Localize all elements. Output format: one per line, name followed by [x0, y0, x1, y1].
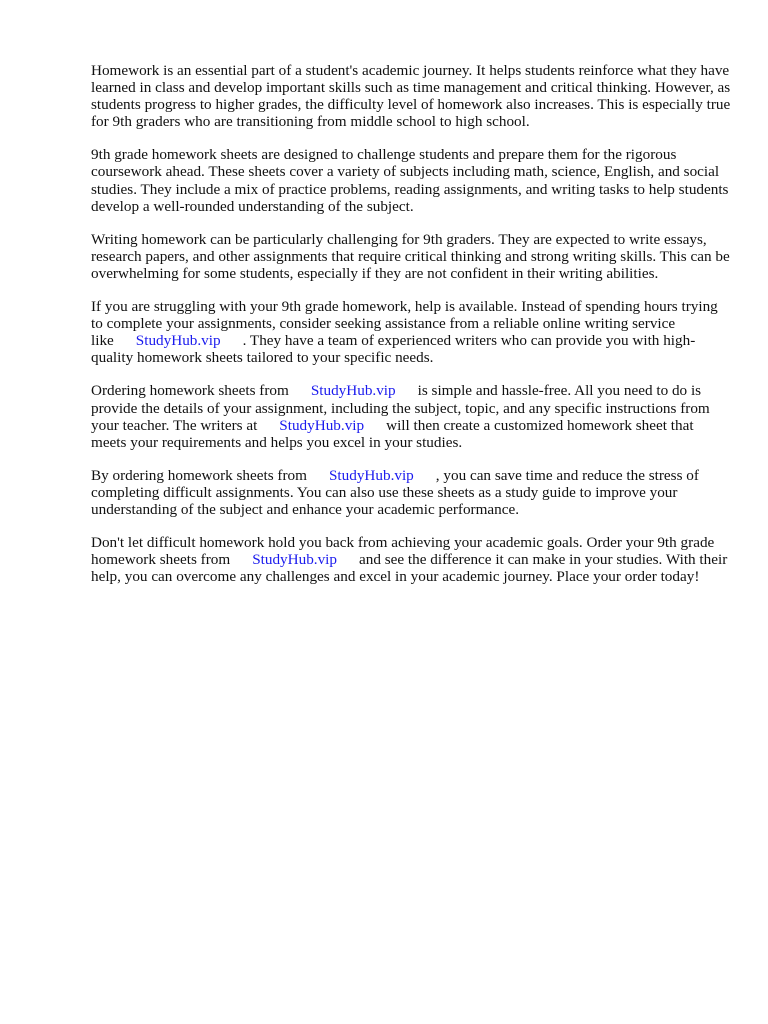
paragraph-text: , you can save time and reduce the stress of completing difficult assignments. You can also use these sheets as a study guide to improve your understanding of the subject and enhance your academic performance.	[91, 466, 699, 518]
paragraph-text: If you are struggling with your 9th grade homework, help is available. Instead of spending hours trying to complete your assignments, consider seeking assistance from a reliable online writing service like	[91, 298, 718, 350]
paragraph-text: is simple and hassle-free. All you need to do is provide the details of your assignment, including the subject, topic, and any specific instructions from your teacher. The writers at	[91, 382, 710, 434]
paragraph-intro: Homework is an essential part of a student's academic journey. It helps students reinforce what they have learned in class and develop important skills such as time management and critical thinking. However, as students progress to higher grades, the difficulty level of homework also increases. This is especially true for 9th graders who are transitioning from middle school to high school.	[91, 62, 731, 131]
paragraph-text: By ordering homework sheets from	[91, 466, 307, 484]
paragraph-text: Ordering homework sheets from	[91, 382, 289, 400]
paragraph-homework-sheets: 9th grade homework sheets are designed to challenge students and prepare them for the rigorous coursework ahead. These sheets cover a variety of subjects including math, science, English, and social studies. They include a mix of practice problems, reading assignments, and writing tasks to help students develop a well-rounded understanding of the subject.	[91, 146, 729, 215]
studyhub-link[interactable]: StudyHub.vip	[279, 416, 365, 434]
paragraph-ordering	[91, 382, 731, 450]
studyhub-link[interactable]: StudyHub.vip	[328, 466, 414, 484]
studyhub-link[interactable]: StudyHub.vip	[310, 382, 396, 400]
paragraph-help-available	[91, 298, 731, 366]
paragraph-text: . They have a team of experienced writers who can provide you with high-quality homework sheets tailored to your specific needs.	[91, 332, 696, 367]
paragraph-call-to-action	[91, 534, 731, 585]
document-body	[91, 62, 731, 601]
paragraph-text: and see the difference it can make in your studies. With their help, you can overcome any challenges and excel in your academic journey. Place your order today!	[91, 551, 728, 586]
paragraph-text: Don't let difficult homework hold you back from achieving your academic goals. Order your 9th grade homework sheets from	[91, 534, 715, 569]
paragraph-writing-homework: Writing homework can be particularly challenging for 9th graders. They are expected to write essays, research papers, and other assignments that require critical thinking and strong writing skills. This can be overwhelming for some students, especially if they are not confident in their writing abilities.	[91, 230, 730, 282]
studyhub-link[interactable]: StudyHub.vip	[252, 551, 337, 569]
studyhub-link[interactable]: StudyHub.vip	[135, 332, 221, 350]
paragraph-text: will then create a customized homework sheet that meets your requirements and helps you excel in your studies.	[91, 416, 694, 451]
paragraph-benefits	[91, 467, 731, 518]
